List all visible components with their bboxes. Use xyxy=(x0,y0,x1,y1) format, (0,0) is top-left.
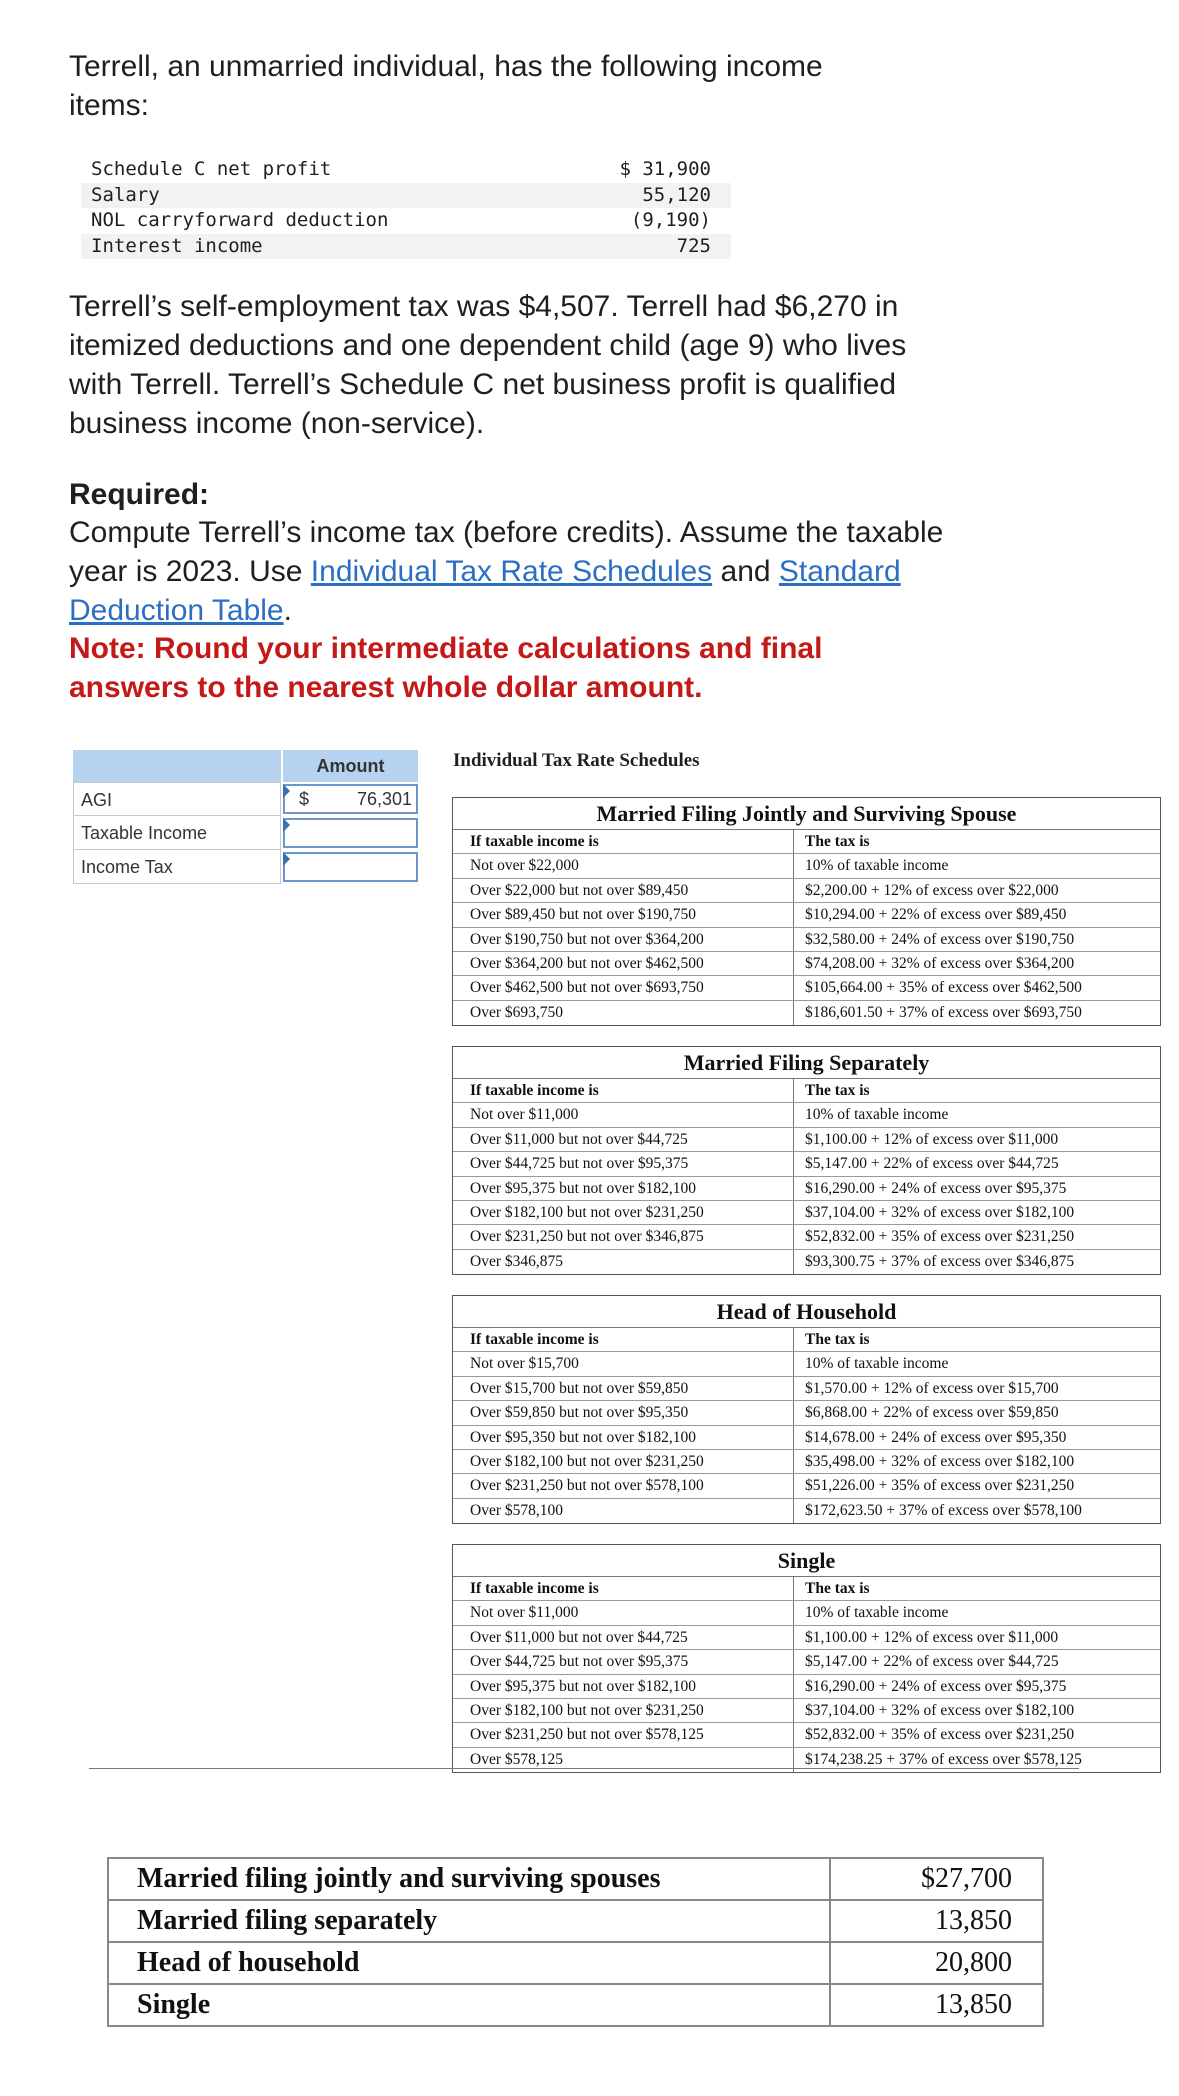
filing-status: Head of household xyxy=(108,1942,830,1984)
table-row xyxy=(453,1128,1160,1152)
income-range: Over $95,375 but not over $182,100 xyxy=(470,1677,697,1695)
amount-column-header: Amount xyxy=(283,750,418,782)
income-range: Not over $22,000 xyxy=(470,857,579,875)
schedule-head-of-household xyxy=(452,1295,1161,1524)
schedule-single xyxy=(452,1544,1161,1773)
table-row xyxy=(453,1152,1160,1176)
tax-formula: $32,580.00 + 24% of excess over $190,750 xyxy=(805,930,1075,948)
income-range: Over $693,750 xyxy=(470,1003,563,1021)
income-item-value: $ 31,900 xyxy=(619,158,711,180)
table-row xyxy=(453,952,1160,976)
required-text xyxy=(69,513,949,630)
tax-formula: 10% of taxable income xyxy=(805,1106,949,1124)
required-heading: Required: xyxy=(69,478,210,511)
table-row xyxy=(453,879,1160,903)
schedule-header-row xyxy=(453,830,1160,854)
income-range: Over $578,125 xyxy=(470,1750,563,1768)
tax-formula: 10% of taxable income xyxy=(805,857,949,875)
income-range-header: If taxable income is xyxy=(470,1331,599,1348)
income-range-header: If taxable income is xyxy=(470,1580,599,1597)
tax-formula: $52,832.00 + 35% of excess over $231,250 xyxy=(805,1726,1075,1744)
table-row xyxy=(108,1984,1043,2026)
income-range: Over $182,100 but not over $231,250 xyxy=(470,1203,704,1221)
required-text-start: Compute Terrell’s income tax (before credits). Assume the taxable year is 2023. Use xyxy=(69,516,944,588)
facts-paragraph: Terrell’s self-employment tax was $4,507. Terrell had $6,270 in itemized deductions and one dependent child (age 9) who lives with Terrell. Terrell’s Schedule C net business profit is qualified business income (non-service). xyxy=(69,290,907,440)
rounding-note: Note: Round your intermediate calculations and final answers to the nearest whole dollar amount. xyxy=(69,632,823,704)
income-item-label: Schedule C net profit xyxy=(91,158,332,180)
deduction-amount: 13,850 xyxy=(830,1984,1043,2026)
income-items-table xyxy=(81,157,731,259)
income-range: Over $11,000 but not over $44,725 xyxy=(470,1628,688,1646)
tax-formula: $5,147.00 + 22% of excess over $44,725 xyxy=(805,1653,1059,1671)
divider-line xyxy=(89,1768,1079,1769)
schedules-title: Individual Tax Rate Schedules xyxy=(453,750,700,771)
table-row xyxy=(453,1601,1160,1625)
income-range: Over $578,100 xyxy=(470,1501,563,1519)
table-row xyxy=(453,1699,1160,1723)
income-range: Over $462,500 but not over $693,750 xyxy=(470,979,704,997)
table-row xyxy=(453,854,1160,878)
income-range: Over $59,850 but not over $95,350 xyxy=(470,1404,689,1422)
header-blank-cell xyxy=(73,750,281,782)
table-row xyxy=(453,1377,1160,1401)
income-item-value: 55,120 xyxy=(558,183,731,209)
income-item-value: 725 xyxy=(558,234,731,260)
table-row xyxy=(81,183,731,209)
tax-formula: 10% of taxable income xyxy=(805,1604,949,1622)
tax-formula: $10,294.00 + 22% of excess over $89,450 xyxy=(805,906,1067,924)
income-range: Over $182,100 but not over $231,250 xyxy=(470,1701,704,1719)
table-row xyxy=(453,1499,1160,1523)
standard-deduction-link[interactable]: Standard Deduction Table xyxy=(69,555,901,627)
agi-label: AGI xyxy=(73,782,281,816)
table-row xyxy=(108,1900,1043,1942)
income-range: Over $346,875 xyxy=(470,1252,563,1270)
schedule-name: Married Filing Jointly and Surviving Spouse xyxy=(453,798,1160,830)
income-tax-label: Income Tax xyxy=(73,850,281,884)
tax-formula: $5,147.00 + 22% of excess over $44,725 xyxy=(805,1155,1059,1173)
income-range: Over $182,100 but not over $231,250 xyxy=(470,1452,704,1470)
income-range: Over $95,350 but not over $182,100 xyxy=(470,1428,697,1446)
taxable-income-input[interactable] xyxy=(283,818,418,848)
tax-formula: $74,208.00 + 32% of excess over $364,200 xyxy=(805,954,1075,972)
schedule-header-row xyxy=(453,1328,1160,1352)
table-row xyxy=(453,928,1160,952)
table-row xyxy=(453,1201,1160,1225)
schedule-married-filing-separately xyxy=(452,1046,1161,1275)
tax-formula: $16,290.00 + 24% of excess over $95,375 xyxy=(805,1179,1067,1197)
answer-table-header xyxy=(73,750,418,782)
schedule-name: Married Filing Separately xyxy=(453,1047,1160,1079)
tax-formula: $1,100.00 + 12% of excess over $11,000 xyxy=(805,1628,1059,1646)
schedule-name: Head of Household xyxy=(453,1296,1160,1328)
filing-status: Single xyxy=(108,1984,830,2026)
income-range: Not over $15,700 xyxy=(470,1355,579,1373)
income-item-label: NOL carryforward deduction xyxy=(91,209,389,231)
tax-formula: $1,100.00 + 12% of excess over $11,000 xyxy=(805,1130,1059,1148)
table-row xyxy=(453,1675,1160,1699)
required-text-mid: and xyxy=(712,555,779,588)
tax-formula: $37,104.00 + 32% of excess over $182,100 xyxy=(805,1203,1075,1221)
income-range: Over $22,000 but not over $89,450 xyxy=(470,881,689,899)
currency-symbol: $ xyxy=(299,789,310,809)
tax-header: The tax is xyxy=(805,833,870,850)
income-range: Over $231,250 but not over $578,125 xyxy=(470,1726,704,1744)
table-row xyxy=(453,1250,1160,1274)
income-range: Over $364,200 but not over $462,500 xyxy=(470,954,704,972)
tax-formula: $16,290.00 + 24% of excess over $95,375 xyxy=(805,1677,1067,1695)
tax-formula: 10% of taxable income xyxy=(805,1355,949,1373)
table-row xyxy=(108,1942,1043,1984)
tax-formula: $35,498.00 + 32% of excess over $182,100 xyxy=(805,1452,1075,1470)
income-range: Over $15,700 but not over $59,850 xyxy=(470,1379,689,1397)
tax-formula: $186,601.50 + 37% of excess over $693,750 xyxy=(805,1003,1082,1021)
table-row xyxy=(453,1650,1160,1674)
table-row xyxy=(453,976,1160,1000)
table-row xyxy=(453,1352,1160,1376)
tax-formula: $1,570.00 + 12% of excess over $15,700 xyxy=(805,1379,1059,1397)
income-range: Over $44,725 but not over $95,375 xyxy=(470,1155,689,1173)
income-item-label: Interest income xyxy=(81,234,558,260)
income-item-value: (9,190) xyxy=(630,209,711,231)
income-range-header: If taxable income is xyxy=(470,1082,599,1099)
schedule-name: Single xyxy=(453,1545,1160,1577)
tax-formula: $2,200.00 + 12% of excess over $22,000 xyxy=(805,881,1059,899)
filing-status: Married filing separately xyxy=(108,1900,830,1942)
table-row xyxy=(453,1626,1160,1650)
tax-formula: $172,623.50 + 37% of excess over $578,100 xyxy=(805,1501,1082,1519)
tax-formula: $93,300.75 + 37% of excess over $346,875 xyxy=(805,1252,1075,1270)
table-row xyxy=(453,1401,1160,1425)
agi-value: 76,301 xyxy=(356,789,412,809)
filing-status: Married filing jointly and surviving spouses xyxy=(108,1858,830,1900)
standard-deduction-table xyxy=(107,1857,1044,2027)
tax-formula: $174,238.25 + 37% of excess over $578,125 xyxy=(805,1750,1082,1768)
table-row xyxy=(81,234,731,260)
table-row xyxy=(81,157,731,183)
table-row xyxy=(453,1426,1160,1450)
schedule-header-row xyxy=(453,1577,1160,1601)
table-row xyxy=(453,903,1160,927)
required-text-end: . xyxy=(283,594,292,627)
table-row xyxy=(453,1723,1160,1747)
income-range: Over $89,450 but not over $190,750 xyxy=(470,906,697,924)
intro-text: Terrell, an unmarried individual, has the following income items: xyxy=(69,50,823,122)
tax-rate-schedules-link[interactable]: Individual Tax Rate Schedules xyxy=(310,555,713,588)
tax-formula: $6,868.00 + 22% of excess over $59,850 xyxy=(805,1404,1059,1422)
income-range: Not over $11,000 xyxy=(470,1604,579,1622)
deduction-amount: $27,700 xyxy=(830,1858,1043,1900)
deduction-amount: 13,850 xyxy=(830,1900,1043,1942)
tax-formula: $105,664.00 + 35% of excess over $462,500 xyxy=(805,979,1082,997)
income-range: Over $44,725 but not over $95,375 xyxy=(470,1653,689,1671)
tax-header: The tax is xyxy=(805,1580,870,1597)
income-range: Not over $11,000 xyxy=(470,1106,579,1124)
income-tax-input[interactable] xyxy=(283,852,418,882)
table-row xyxy=(453,1177,1160,1201)
income-range: Over $231,250 but not over $578,100 xyxy=(470,1477,704,1495)
table-row xyxy=(81,208,731,234)
table-row xyxy=(453,1474,1160,1498)
flag-icon xyxy=(283,784,290,798)
flag-icon xyxy=(283,818,290,832)
deduction-amount: 20,800 xyxy=(830,1942,1043,1984)
tax-formula: $52,832.00 + 35% of excess over $231,250 xyxy=(805,1228,1075,1246)
agi-input[interactable] xyxy=(283,784,418,814)
tax-header: The tax is xyxy=(805,1331,870,1348)
income-item-label: Salary xyxy=(81,183,558,209)
table-row xyxy=(453,1001,1160,1025)
table-row xyxy=(108,1858,1043,1900)
income-range: Over $190,750 but not over $364,200 xyxy=(470,930,704,948)
tax-formula: $37,104.00 + 32% of excess over $182,100 xyxy=(805,1701,1075,1719)
tax-header: The tax is xyxy=(805,1082,870,1099)
income-range-header: If taxable income is xyxy=(470,833,599,850)
answer-table xyxy=(73,750,418,888)
income-range: Over $231,250 but not over $346,875 xyxy=(470,1228,704,1246)
flag-icon xyxy=(283,852,290,866)
schedule-header-row xyxy=(453,1079,1160,1103)
table-row xyxy=(453,1225,1160,1249)
tax-formula: $14,678.00 + 24% of excess over $95,350 xyxy=(805,1428,1067,1446)
table-row xyxy=(453,1103,1160,1127)
schedule-married-filing-jointly xyxy=(452,797,1161,1026)
income-range: Over $95,375 but not over $182,100 xyxy=(470,1179,697,1197)
table-row xyxy=(453,1450,1160,1474)
income-range: Over $11,000 but not over $44,725 xyxy=(470,1130,688,1148)
taxable-income-label: Taxable Income xyxy=(73,816,281,850)
tax-formula: $51,226.00 + 35% of excess over $231,250 xyxy=(805,1477,1075,1495)
